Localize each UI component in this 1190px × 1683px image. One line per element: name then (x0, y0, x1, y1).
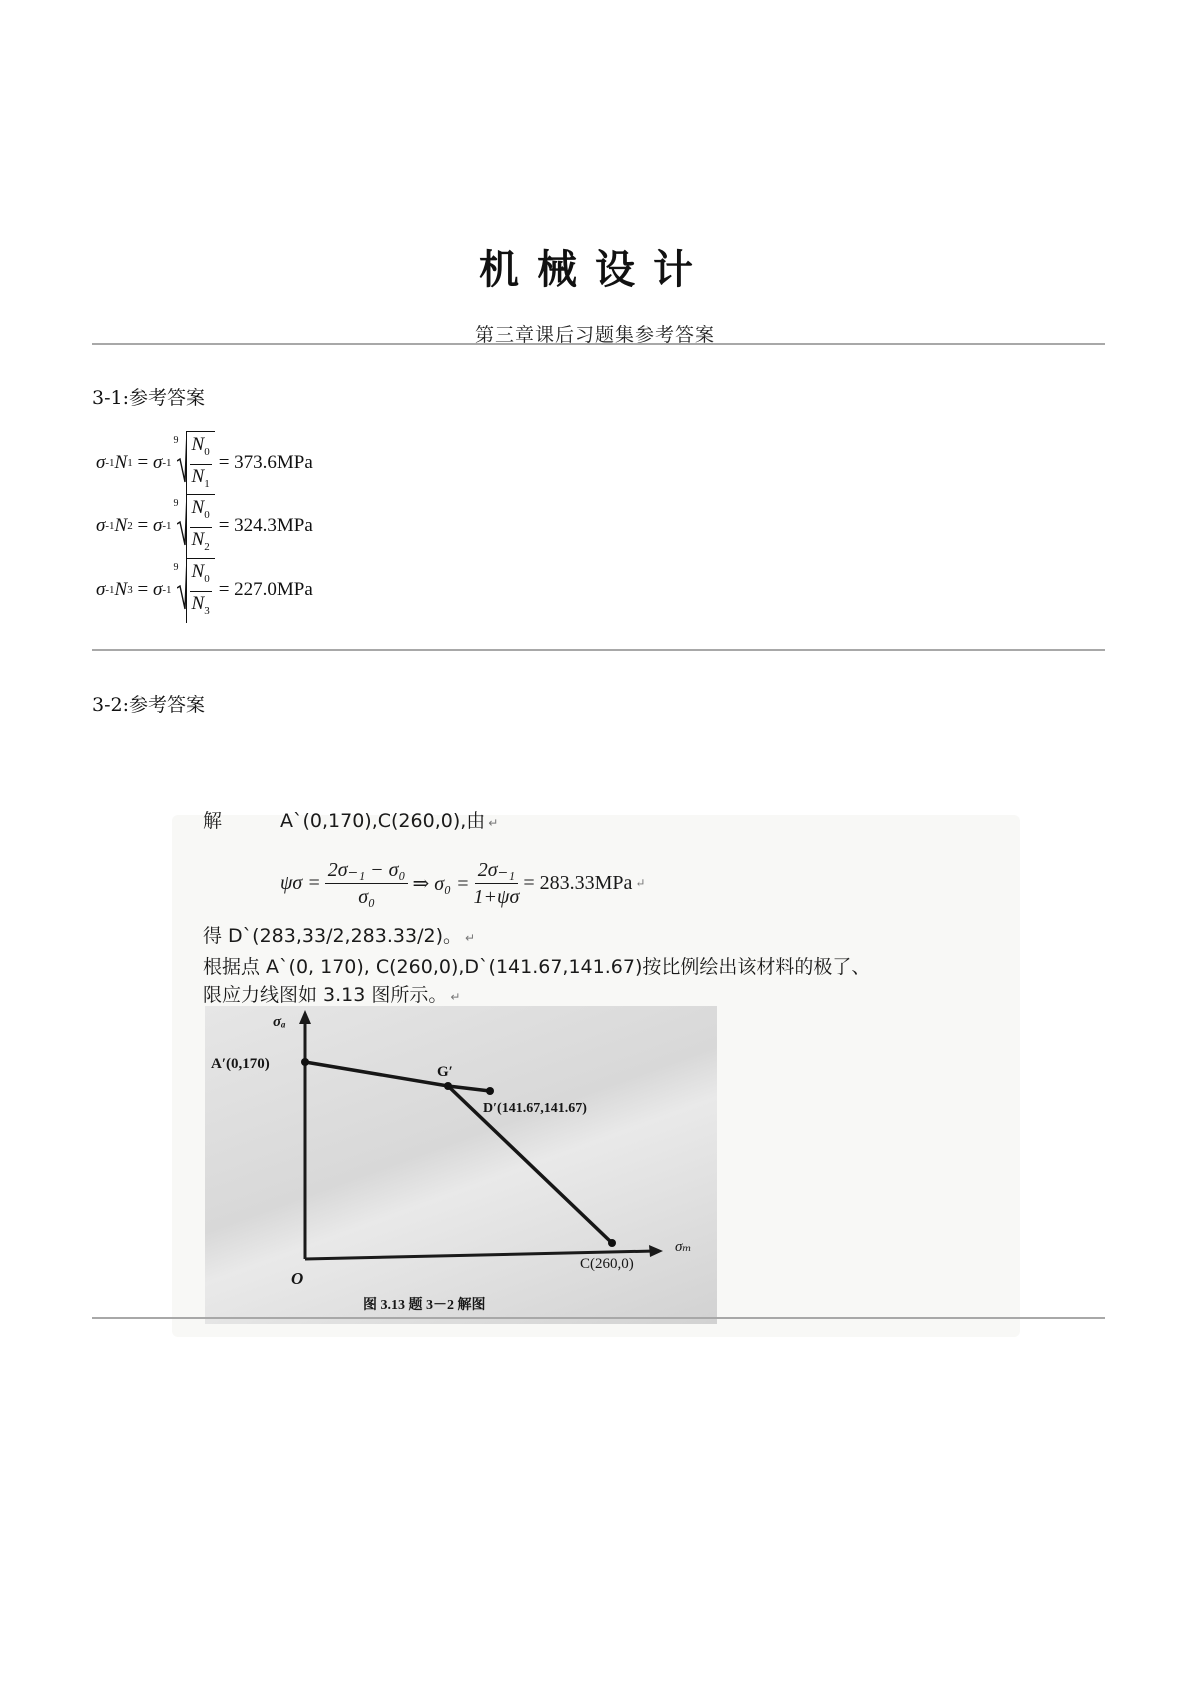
ninth-root: 9 $\frac{N_0}{N_2}$ (174, 494, 215, 559)
equation-row-1: σ -1 N 1 = σ -1 9 $\frac{N_0}{N_1}$ = 373.6MPa (96, 433, 313, 493)
point-d (486, 1087, 494, 1095)
formula-fraction-2: $\frac{\text{2σ₋₁}}{1+\psi\sigma}$ (473, 858, 520, 908)
solution-line-3: 根据点 A`(0, 170), C(260,0),D`(141.67,141.67)按比例绘出该材料的极了、 (203, 956, 871, 978)
ninth-root: 9 $\frac{N_0}{N_1}$ (174, 431, 215, 496)
divider-top (92, 343, 1105, 345)
formula-arrow: ⇒ σ₀ = (412, 872, 470, 895)
page-subtitle: 第三章课后习题集参考答案 (474, 324, 715, 346)
section-3-2-label: 3-2:参考答案 (92, 694, 205, 716)
formula-lhs: ψσ = (280, 871, 321, 894)
solution-jie: 解 (203, 810, 223, 832)
equation-result: = 324.3MPa (218, 515, 313, 536)
point-a-label: A′(0,170) (211, 1056, 270, 1072)
limit-line-a-d (305, 1062, 490, 1091)
section-3-1-label: 3-1:参考答案 (92, 387, 205, 409)
point-a (301, 1058, 309, 1066)
divider-bottom (92, 1317, 1105, 1319)
point-g-label: G′ (437, 1064, 453, 1080)
equation-result: = 227.0MPa (218, 579, 313, 600)
ninth-root: 9 $\frac{N_0}{N_3}$ (174, 558, 215, 623)
point-c-label: C(260,0) (580, 1256, 634, 1272)
limit-stress-diagram (205, 1006, 717, 1324)
formula-result: = 283.33MPa (523, 871, 633, 894)
x-axis-arrow (649, 1245, 663, 1257)
point-g (444, 1082, 452, 1090)
equation-row-3: σ -1 N 3 = σ -1 9 $\frac{N_0}{N_3}$ = 227.0MPa (96, 560, 313, 620)
origin-label: O (291, 1269, 304, 1288)
solution-line-1: A`(0,170),C(260,0),由 ↵ (280, 810, 499, 832)
divider-middle (92, 649, 1105, 651)
y-axis-arrow (299, 1010, 311, 1024)
y-axis-label: σₐ (273, 1014, 286, 1030)
x-axis-label: σₘ (675, 1239, 692, 1255)
psi-formula: ψσ = $\frac{\text{2σ₋₁ − σ₀}}{\text{σ₀}}$ ⇒ σ₀ = $\frac{\text{2σ₋₁}}{1+\psi\sigma}$ = 283.33MPa ↵ (280, 858, 646, 908)
equation-row-2: σ -1 N 2 = σ -1 9 $\frac{N_0}{N_2}$ = 324.3MPa (96, 496, 313, 556)
point-c (608, 1239, 616, 1247)
page-title: 机械设计 (479, 247, 711, 293)
limit-stress-diagram-photo (205, 1006, 717, 1324)
figure-caption: 图 3.13 题 3－2 解图 (363, 1298, 486, 1313)
equation-result: = 373.6MPa (218, 452, 313, 473)
solution-line-2: 得 D`(283,33/2,283.33/2)。 ↵ (203, 925, 476, 947)
formula-fraction-1: $\frac{\text{2σ₋₁ − σ₀}}{\text{σ₀}}$ (325, 857, 409, 910)
solution-line-4: 限应力线图如 3.13 图所示。 ↵ (203, 984, 461, 1006)
point-d-label: D′(141.67,141.67) (483, 1101, 587, 1116)
